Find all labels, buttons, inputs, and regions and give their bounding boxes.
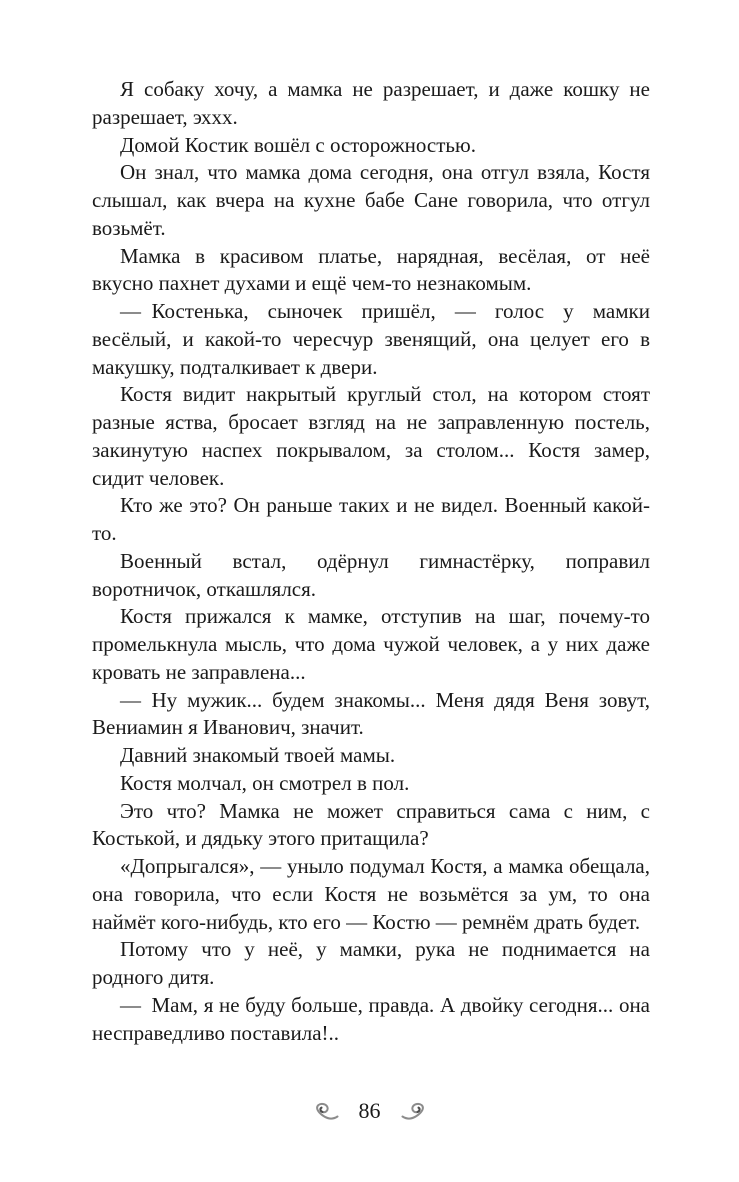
- paragraph: Мамка в красивом платье, нарядная, весёлая, от неё вкусно пахнет духами и ещё чем-то незнакомым.: [92, 243, 650, 296]
- paragraph: — Ну мужик... будем знакомы... Меня дядя Веня зовут, Вениамин я Иванович, значит.: [92, 687, 650, 740]
- paragraph: Костя молчал, он смотрел в пол.: [120, 770, 410, 795]
- footer-ornament-left-icon: [309, 1101, 339, 1121]
- paragraph: Он знал, что мамка дома сегодня, она отгул взяла, Костя слышал, как вчера на кухне бабе Сане говорила, что отгул возьмёт.: [92, 160, 650, 240]
- paragraph: Костя видит накрытый круглый стол, на котором стоят разные яства, бросает взгляд на не заправленную постель, закинутую наспех покрывалом, за столом... Костя замер, сидит человек.: [92, 382, 650, 490]
- page-number: 86: [358, 1098, 381, 1123]
- page-footer: [0, 1100, 739, 1122]
- paragraph: — Мам, я не буду больше, правда. А двойку сегодня... она несправедливо поставила!..: [92, 992, 650, 1045]
- page-text: [92, 76, 650, 1047]
- footer-ornament-right-icon: [401, 1101, 431, 1121]
- paragraph: Кто же это? Он раньше таких и не видел. Военный какой-то.: [92, 493, 650, 545]
- paragraph: Домой Костик вошёл с осторожностью.: [120, 132, 476, 157]
- paragraph: Давний знакомый твоей мамы.: [120, 743, 396, 767]
- paragraph: — Костенька, сыночек пришёл, — голос у мамки весёлый, и какой-то чересчур звенящий, она целует его в макушку, подталкивает к двери.: [92, 299, 650, 379]
- paragraph: Я собаку хочу, а мамка не разрешает, и даже кошку не разрешает, эххх.: [92, 77, 650, 129]
- paragraph: Военный встал, одёрнул гимнастёрку, поправил воротничок, откашлялся.: [92, 548, 650, 601]
- paragraph: «Допрыгался», — уныло подумал Костя, а мамка обещала, она говорила, что если Костя не возьмётся за ум, то она наймёт кого-нибудь, кто его — Костю — ремнём драть будет.: [92, 854, 650, 934]
- paragraph: Это что? Мамка не может справиться сама с ним, с Костькой, и дядьку этого притащила?: [92, 798, 650, 851]
- paragraph: Потому что у неё, у мамки, рука не поднимается на родного дитя.: [92, 937, 650, 989]
- paragraph: Костя прижался к мамке, отступив на шаг, почему-то промелькнула мысль, что дома чужой человек, а у них даже кровать не заправлена...: [92, 604, 650, 684]
